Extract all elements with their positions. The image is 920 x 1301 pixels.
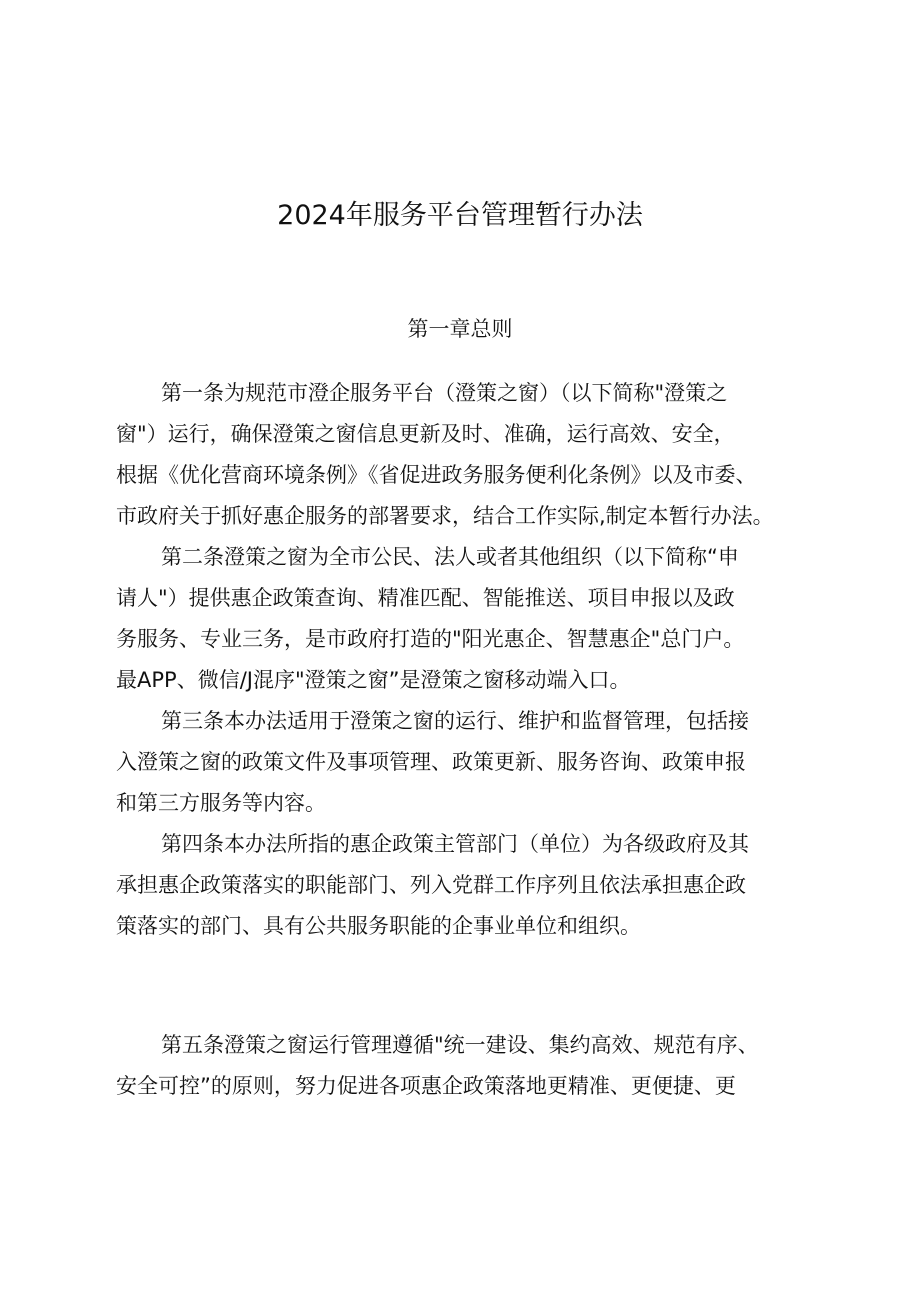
- article-1-line-2: 窗"）运行，确保澄策之窗信息更新及时、准确，运行高效、安全，: [116, 422, 735, 446]
- document-title: 2024年服务平台管理暂行办法: [277, 200, 643, 231]
- article-4-line-3: 策落实的部门、具有公共服务职能的企事业单位和组织。: [116, 914, 641, 938]
- article-5-line-2: 安全可控”的原则，努力促进各项惠企政策落地更精准、更便捷、更: [116, 1074, 736, 1098]
- article-3-line-1: 第三条本办法适用于澄策之窗的运行、维护和监督管理，包括接: [161, 709, 749, 733]
- article-2-line-1: 第二条澄策之窗为全市公民、法人或者其他组织（以下简称“申: [161, 545, 739, 569]
- article-1-line-1: 第一条为规范市澄企服务平台（澄策之窗）（以下简称"澄策之: [161, 381, 728, 405]
- article-5-line-1: 第五条澄策之窗运行管理遵循"统一建设、集约高效、规范有序、: [161, 1033, 759, 1057]
- article-2-line-3: 务服务、专业三务，是市政府打造的"阳光惠企、智慧惠企"总门户。: [116, 627, 745, 651]
- article-1-line-4: 市政府关于抓好惠企服务的部署要求，结合工作实际,制定本暂行办法。: [116, 504, 774, 528]
- article-2-line-4: 最APP、微信/J混序"澄策之窗”是澄策之窗移动端入口。: [116, 668, 631, 692]
- article-4-line-1: 第四条本办法所指的惠企政策主管部门（单位）为各级政府及其: [161, 832, 749, 856]
- article-1-line-3: 根据《优化营商环境条例》《省促进政务服务便利化条例》以及市委、: [116, 463, 757, 487]
- article-4-line-2: 承担惠企政策落实的职能部门、列入党群工作序列且依法承担惠企政: [116, 873, 746, 897]
- article-2-line-2: 请人"）提供惠企政策查询、精准匹配、智能推送、项目申报以及政: [116, 586, 735, 610]
- article-3-line-3: 和第三方服务等内容。: [116, 791, 326, 815]
- article-3-line-2: 入澄策之窗的政策文件及事项管理、政策更新、服务咨询、政策申报: [116, 750, 746, 774]
- chapter-heading: 第一章总则: [407, 317, 513, 341]
